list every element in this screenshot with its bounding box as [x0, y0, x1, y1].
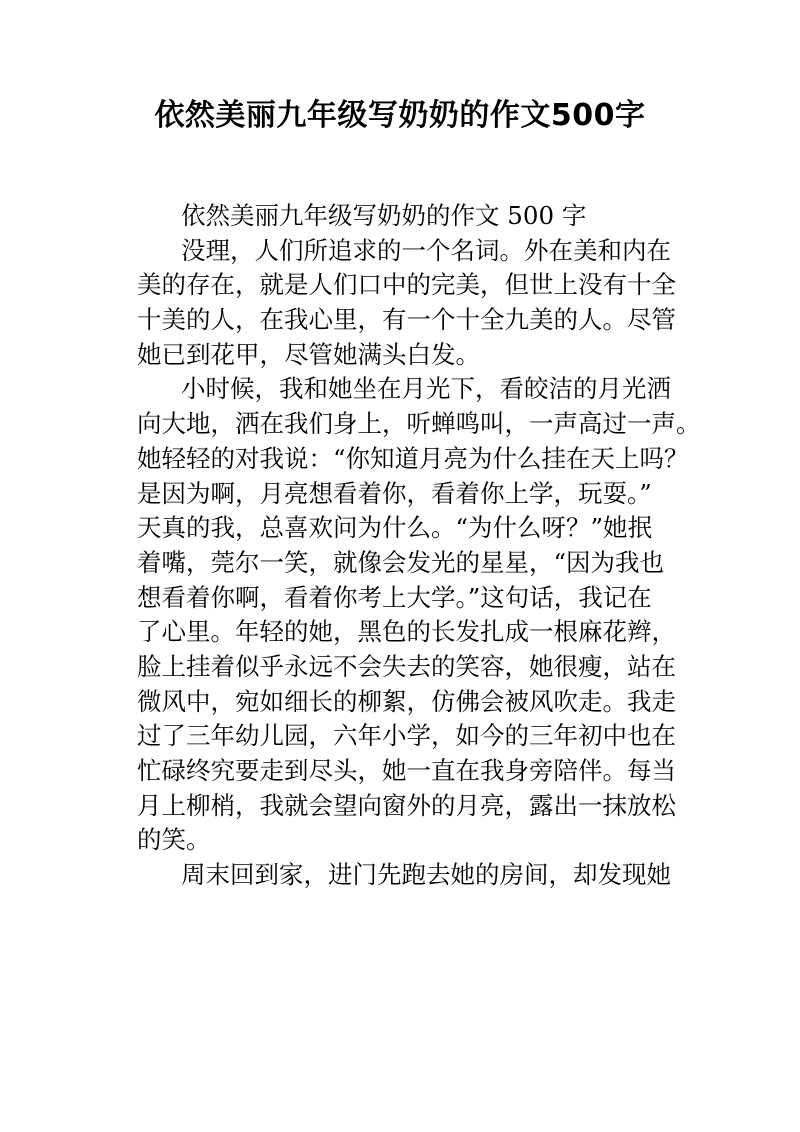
text-line: 了心里。年轻的她，黑色的长发扎成一根麻花辫，	[137, 617, 676, 647]
text-line: 依然美丽九年级写奶奶的作文 500 字	[181, 201, 587, 230]
text-line: 微风中，宛如细长的柳絮，仿佛会被风吹走。我走	[137, 686, 676, 716]
text-line: 向大地，洒在我们身上，听蝉鸣叫，一声高过一声。	[137, 409, 701, 439]
text-line: 她已到花甲，尽管她满头白发。	[137, 339, 480, 369]
document-body	[137, 199, 701, 893]
text-line: 的笑。	[137, 825, 211, 855]
text-line: 周末回到家，进门先跑去她的房间，却发现她	[181, 860, 671, 890]
text-line: 十美的人，在我心里，有一个十全九美的人。尽管	[137, 305, 676, 335]
text-line: 天真的我，总喜欢问为什么。“为什么呀？”她抿	[137, 513, 653, 543]
text-line: 小时候，我和她坐在月光下，看皎洁的月光洒	[181, 374, 671, 404]
document-title: 依然美丽九年级写奶奶的作文500字	[154, 98, 646, 133]
text-line: 想看着你啊，看着你考上大学。”这句话，我记在	[137, 582, 652, 612]
text-line: 月上柳梢，我就会望向窗外的月亮，露出一抹放松	[137, 790, 676, 820]
text-line: 没理，人们所追求的一个名词。外在美和内在	[181, 235, 671, 265]
text-line: 美的存在，就是人们口中的完美，但世上没有十全	[137, 270, 676, 300]
text-line: 是因为啊，月亮想看着你，看着你上学，玩耍。”	[137, 478, 652, 508]
text-line: 脸上挂着似乎永远不会失去的笑容，她很瘦，站在	[137, 651, 676, 681]
text-line: 着嘴，莞尔一笑，就像会发光的星星，“因为我也	[137, 547, 665, 577]
text-line: 忙碌终究要走到尽头，她一直在我身旁陪伴。每当	[137, 756, 676, 785]
text-line: 过了三年幼儿园，六年小学，如今的三年初中也在	[137, 721, 676, 751]
text-line: 她轻轻的对我说：“你知道月亮为什么挂在天上吗？	[137, 443, 689, 473]
